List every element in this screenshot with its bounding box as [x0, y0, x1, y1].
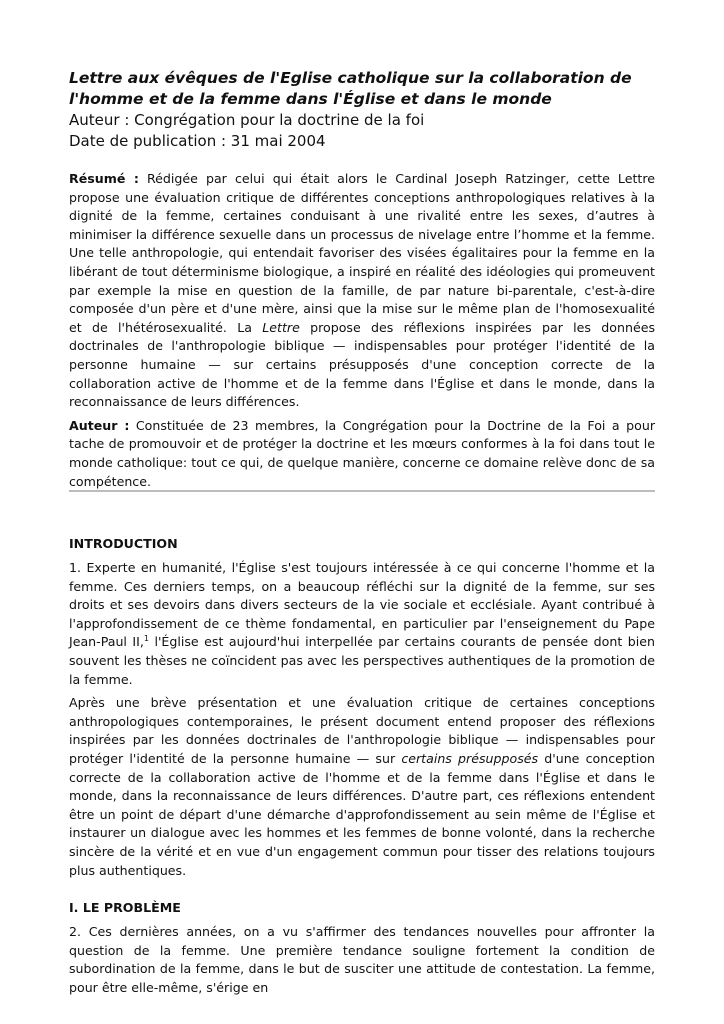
- intro-paragraph-1: [69, 559, 655, 689]
- spacer: [69, 885, 655, 899]
- document-body: [69, 535, 655, 1002]
- section-1-paragraph-1: 2. Ces dernières années, on a vu s'affirmer des tendances nouvelles pour affronter la question de la femme. Une première tendance souligne fortement la condition de subordination de la femme, dans le but de susciter une attitude de contestation. La femme, pour être elle-même, s'érige en: [69, 924, 655, 995]
- summary-block: [69, 170, 655, 491]
- intro-p1-text: 1. Experte en humanité, l'Église s'est toujours intéressée à ce qui concerne l'homme et la femme. Ces derniers temps, on a beaucoup réfléchi sur la dignité de la femme, sur ses droits et ses devoirs dans divers secteurs de la vie sociale et ecclésiale. Ayant contribué à l'approfondissement de ce thème fondamental, en particulier par l'enseignement du Pape Jean-Paul II,: [69, 560, 655, 650]
- section-divider: [69, 490, 655, 492]
- intro-paragraph-2: [69, 694, 655, 880]
- publication-date: Date de publication : 31 mai 2004: [69, 132, 326, 150]
- resume-italic-lettre: Lettre: [262, 319, 300, 335]
- intro-p2-text: Après une brève présentation et une évaluation critique de certaines conceptions anthropologiques contemporaines, le présent document entend proposer des réflexions inspirées par les données doctrinales de l'anthropologie biblique — indispensables pour protéger l'identité de la personne humaine — sur: [69, 695, 655, 766]
- introduction-heading: INTRODUCTION: [69, 536, 178, 551]
- intro-p1-text-continued: l'Église est aujourd'hui interpellée par certains courants de pensée dont bien souvent les thèses ne coïncident pas avec les perspectives authentiques de la promotion de la femme.: [69, 634, 655, 687]
- auteur-text: Constituée de 23 membres, la Congrégation pour la Doctrine de la Foi a pour tache de promouvoir et de protéger la doctrine et les mœurs conformes à la foi dans tout le monde catholique: tout ce qui, de quelque manière, concerne ce domaine relève donc de sa compétence.: [69, 417, 655, 489]
- document-title: Lettre aux évêques de l'Eglise catholique sur la collaboration de l'homme et de la femme dans l'Église et dans le monde: [69, 69, 632, 108]
- intro-p2-italic: certains présupposés: [401, 750, 539, 766]
- resume-label: Résumé :: [69, 171, 139, 186]
- author-line: Auteur : Congrégation pour la doctrine de la foi: [69, 111, 425, 129]
- footnote-reference[interactable]: 1: [143, 634, 149, 644]
- resume-text-continued: propose des réflexions inspirées par les données doctrinales de l'anthropologie biblique — indispensables pour protéger l'identité de la personne humaine — sur certains présupposés d'une conception correcte de la collaboration active de l'homme et de la femme dans l'Église et dans le monde, dans la reconnaissance de leurs différences.: [69, 319, 656, 410]
- auteur-label: Auteur :: [69, 417, 130, 433]
- document-header: [69, 68, 655, 496]
- section-1-heading: I. LE PROBLÈME: [69, 900, 181, 916]
- intro-p2-text-continued: d'une conception correcte de la collaboration active de l'homme et de la femme dans l'Église et dans le monde, dans la reconnaissance de leurs différences. D'autre part, ces réflexions entendent être un point de départ d'une démarche d'approfondissement au sein même de l'Église et instaurer un dialogue avec les hommes et les femmes de bonne volonté, dans la recherche sincère de la vérité et en vue d'un engagement commun pour tisser des relations toujours plus authentiques.: [69, 750, 656, 878]
- resume-paragraph: [69, 170, 655, 412]
- resume-text: Rédigée par celui qui était alors le Cardinal Joseph Ratzinger, cette Lettre propose une évaluation critique de différentes conceptions anthropologiques relatives à la dignité de la femme, certaines conduisant à une rivalité entre les sexes, d’autres à minimiser la différence sexuelle dans un processus de nivelage entre l’homme et la femme. Une telle anthropologie, qui entendait favoriser des visées égalitaires pour la femme en la libérant de tout déterminisme biologique, a inspiré en réalité des idéologies qui promeuvent par exemple la mise en question de la famille, de par nature bi-parentale, c'est-à-dire composée d'un père et d'une mère, ainsi que la mise sur le même plan de l'homosexualité et de l'hétérosexualité. La: [69, 171, 655, 335]
- auteur-paragraph: [69, 417, 655, 491]
